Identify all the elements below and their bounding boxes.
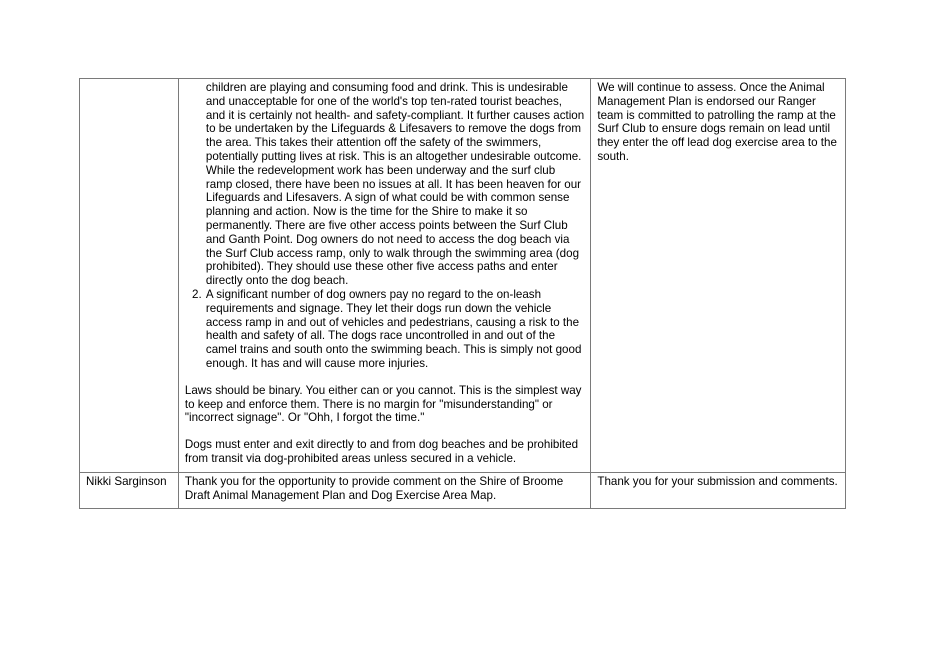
shire-response-cell: We will continue to assess. Once the Animal Management Plan is endorsed our Ranger team is committed to patrolling the ramp at the Surf Club to ensure dogs remain on lead until they enter the off lead dog exercise area to the south.: [591, 79, 846, 473]
table-row: [80, 79, 846, 473]
submission-cell: Thank you for the opportunity to provide comment on the Shire of Broome Draft Animal Management Plan and Dog Exercise Area Map.: [178, 472, 590, 509]
submitter-name-cell: Nikki Sarginson: [80, 472, 179, 509]
submitter-name-cell: [80, 79, 179, 473]
list-item-continued: children are playing and consuming food and drink. This is undesirable and unacceptable for one of the world's top ten-rated tourist beaches, and it is certainly not health- and safety-compliant. It further causes action to be undertaken by the Lifeguards & Lifesavers to remove the dogs from the area. This takes their attention off the safety of the swimmers, potentially putting lives at risk. This is an altogether undesirable outcome. While the redevelopment work has been underway and the surf club ramp closed, there have been no issues at all. It has been heaven for our Lifeguards and Lifesavers. A sign of what could be with common sense planning and action. Now is the time for the Shire to make it so permanently. There are five other access points between the Surf Club and Ganth Point. Dog owners do not need to access the dog beach via the Surf Club access ramp, only to walk through the swimming area (dog prohibited). They should use these other five access paths and enter directly onto the dog beach.: [205, 81, 585, 288]
submission-cell: [178, 79, 590, 473]
submissions-table: [79, 78, 846, 509]
shire-response-cell: Thank you for your submission and comments.: [591, 472, 846, 509]
submission-points-list: [185, 81, 584, 371]
submission-paragraph: Laws should be binary. You either can or you cannot. This is the simplest way to keep and enforce them. There is no margin for "misunderstanding" or "incorrect signage". Or "Ohh, I forgot the time.": [184, 383, 582, 425]
table-row: [80, 472, 846, 509]
list-item-2: 2. A significant number of dog owners pay no regard to the on-leash requirements and signage. They let their dogs run down the vehicle access ramp in and out of vehicles and pedestrians, causing a risk to the health and safety of all. The dogs race uncontrolled in and out of the camel trains and south onto the swimming beach. This is simply not good enough. It has and will cause more injuries.: [205, 288, 584, 371]
submission-paragraph: Dogs must enter and exit directly to and from dog beaches and be prohibited from transit via dog-prohibited areas unless secured in a vehicle.: [184, 438, 579, 465]
